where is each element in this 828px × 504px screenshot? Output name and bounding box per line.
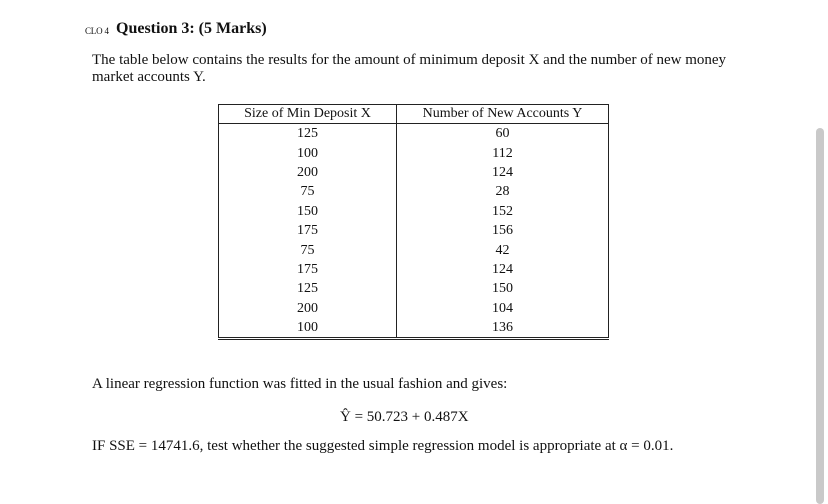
cell-new-accounts: 60 [397, 124, 609, 144]
cell-min-deposit: 150 [219, 202, 397, 221]
table-row [219, 182, 609, 201]
table-row [219, 260, 609, 279]
header-min-deposit: Size of Min Deposit X [219, 105, 397, 124]
question-title: Question 3: (5 Marks) [116, 20, 267, 37]
table-row [219, 299, 609, 318]
cell-new-accounts: 112 [397, 143, 609, 162]
cell-new-accounts: 136 [397, 318, 609, 337]
table-row [219, 318, 609, 337]
cell-min-deposit: 100 [219, 143, 397, 162]
cell-min-deposit: 75 [219, 240, 397, 259]
vertical-scrollbar[interactable] [816, 128, 824, 504]
table-header-row [219, 105, 609, 124]
data-table [218, 105, 609, 337]
question-intro: The table below contains the results for the amount of minimum deposit X and the number of new money market accounts Y. [92, 52, 727, 85]
cell-min-deposit: 175 [219, 221, 397, 240]
table-row [219, 240, 609, 259]
cell-min-deposit: 100 [219, 318, 397, 337]
table-row [219, 221, 609, 240]
cell-new-accounts: 42 [397, 240, 609, 259]
cell-new-accounts: 156 [397, 221, 609, 240]
table-row [219, 163, 609, 182]
cell-min-deposit: 125 [219, 279, 397, 298]
regression-intro: A linear regression function was fitted in the usual fashion and gives: [92, 376, 508, 392]
table-row [219, 124, 609, 144]
cell-new-accounts: 150 [397, 279, 609, 298]
cell-new-accounts: 124 [397, 260, 609, 279]
regression-equation: Ŷ = 50.723 + 0.487X [340, 409, 469, 425]
header-new-accounts: Number of New Accounts Y [397, 105, 609, 124]
cell-min-deposit: 200 [219, 163, 397, 182]
clo-label: CLO 4 [85, 26, 109, 36]
cell-new-accounts: 152 [397, 202, 609, 221]
table-row [219, 202, 609, 221]
table-body [219, 124, 609, 338]
cell-min-deposit: 175 [219, 260, 397, 279]
table-row [219, 279, 609, 298]
cell-new-accounts: 124 [397, 163, 609, 182]
cell-min-deposit: 200 [219, 299, 397, 318]
table-row [219, 143, 609, 162]
cell-min-deposit: 125 [219, 124, 397, 144]
task-statement: IF SSE = 14741.6, test whether the suggested simple regression model is appropriate at α = 0.01. [92, 438, 674, 454]
cell-new-accounts: 104 [397, 299, 609, 318]
data-table-container [218, 104, 609, 340]
cell-min-deposit: 75 [219, 182, 397, 201]
cell-new-accounts: 28 [397, 182, 609, 201]
